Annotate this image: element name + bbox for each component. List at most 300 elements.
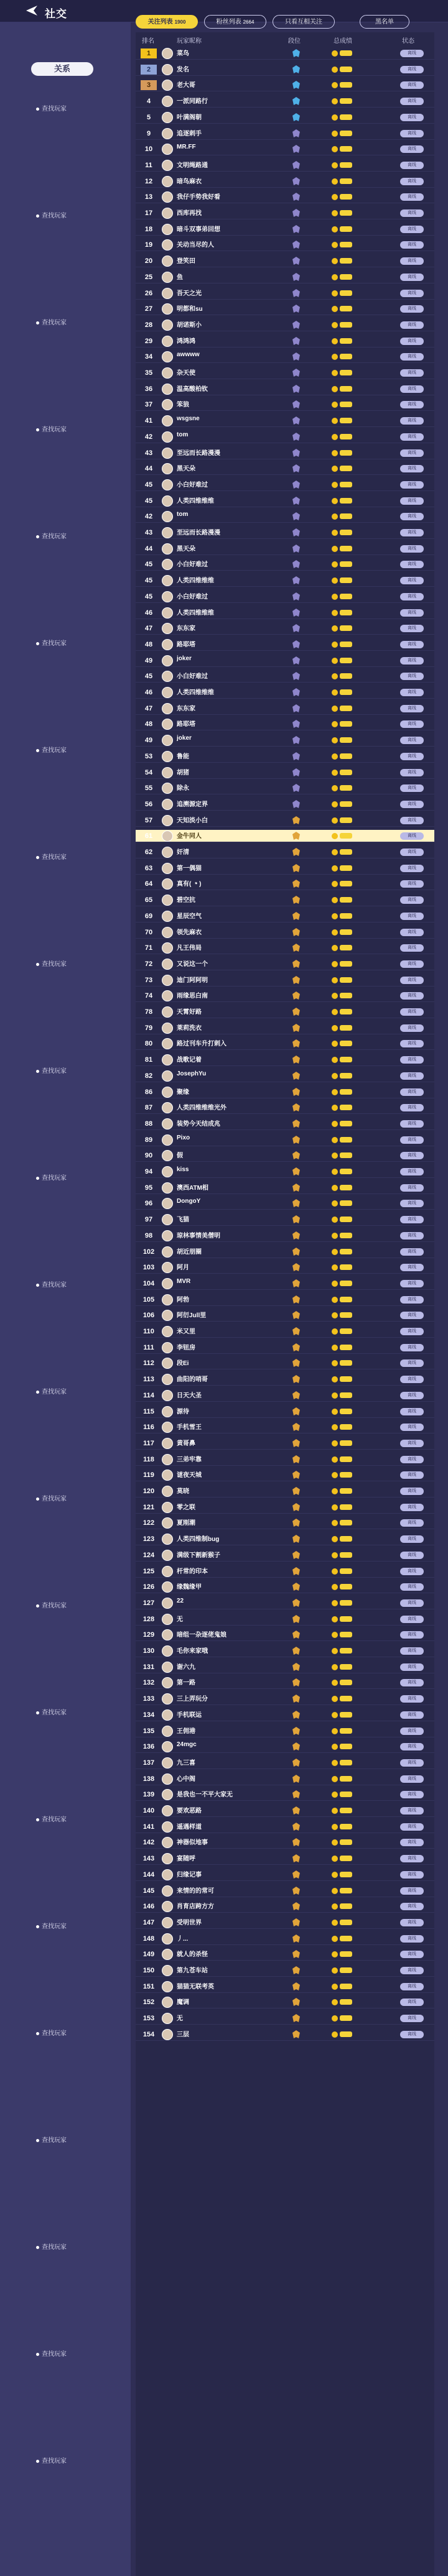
table-row[interactable] xyxy=(136,255,434,267)
avatar[interactable] xyxy=(162,895,173,906)
table-row[interactable] xyxy=(136,239,434,251)
status-badge: 离线 xyxy=(400,1296,424,1304)
avatar[interactable] xyxy=(162,575,173,586)
avatar[interactable] xyxy=(162,1885,173,1897)
score-icon xyxy=(332,594,338,600)
avatar[interactable] xyxy=(162,1614,173,1625)
sidebar-item-find-player[interactable] xyxy=(36,1493,67,1502)
avatar[interactable] xyxy=(162,591,173,602)
table-row[interactable] xyxy=(136,303,434,315)
avatar[interactable] xyxy=(162,2029,173,2040)
table-row[interactable] xyxy=(136,1213,434,1226)
avatar[interactable] xyxy=(162,1629,173,1640)
avatar[interactable] xyxy=(162,64,173,75)
player-nickname: 手机雪王 xyxy=(177,1424,202,1432)
avatar[interactable] xyxy=(162,1693,173,1704)
avatar[interactable] xyxy=(162,639,173,650)
avatar[interactable] xyxy=(162,1230,173,1241)
avatar[interactable] xyxy=(162,1438,173,1449)
table-row[interactable] xyxy=(136,974,434,987)
avatar[interactable] xyxy=(162,1246,173,1258)
table-row[interactable] xyxy=(136,1325,434,1338)
avatar[interactable] xyxy=(162,830,173,842)
avatar[interactable] xyxy=(162,224,173,235)
avatar[interactable] xyxy=(162,687,173,698)
sidebar-item-find-player[interactable] xyxy=(36,2348,67,2358)
score-bar xyxy=(340,1105,352,1110)
rank-number: 54 xyxy=(144,768,153,776)
sidebar-item-find-player[interactable] xyxy=(36,1600,67,1609)
table-row[interactable] xyxy=(136,479,434,491)
avatar[interactable] xyxy=(162,1358,173,1369)
table-row[interactable] xyxy=(136,1788,434,1801)
avatar[interactable] xyxy=(162,1837,173,1848)
avatar[interactable] xyxy=(162,1821,173,1833)
table-row[interactable] xyxy=(136,495,434,507)
avatar[interactable] xyxy=(162,1517,173,1529)
avatar[interactable] xyxy=(162,1550,173,1561)
table-row[interactable] xyxy=(136,1437,434,1450)
table-row[interactable] xyxy=(136,878,434,890)
avatar[interactable] xyxy=(162,1102,173,1113)
avatar[interactable] xyxy=(162,863,173,874)
table-row[interactable] xyxy=(136,415,434,427)
table-row[interactable] xyxy=(136,1948,434,1961)
avatar[interactable] xyxy=(162,208,173,219)
avatar[interactable] xyxy=(162,1006,173,1018)
table-row[interactable] xyxy=(136,1581,434,1593)
rank-number: 3 xyxy=(141,80,157,90)
table-row[interactable] xyxy=(136,1230,434,1242)
table-row[interactable] xyxy=(136,1389,434,1402)
score-bar xyxy=(340,1824,352,1829)
avatar[interactable] xyxy=(162,144,173,155)
table-row[interactable] xyxy=(136,1549,434,1562)
table-row[interactable] xyxy=(136,383,434,395)
avatar[interactable] xyxy=(162,655,173,666)
friend-list[interactable] xyxy=(136,32,434,2576)
avatar[interactable] xyxy=(162,1070,173,1082)
table-row[interactable] xyxy=(136,2012,434,2025)
table-row[interactable] xyxy=(136,1597,434,1609)
table-row[interactable] xyxy=(136,1613,434,1626)
sidebar-item-find-player[interactable] xyxy=(36,1921,67,1930)
table-row[interactable] xyxy=(136,271,434,283)
avatar[interactable] xyxy=(162,479,173,490)
sidebar-item-find-player[interactable] xyxy=(36,2242,67,2251)
avatar[interactable] xyxy=(162,543,173,554)
table-row[interactable] xyxy=(136,846,434,858)
table-row[interactable] xyxy=(136,558,434,571)
avatar[interactable] xyxy=(162,160,173,171)
table-row[interactable] xyxy=(136,79,434,91)
avatar[interactable] xyxy=(162,1294,173,1305)
table-row[interactable] xyxy=(136,287,434,300)
table-row[interactable] xyxy=(136,1821,434,1833)
avatar[interactable] xyxy=(162,1342,173,1353)
table-row[interactable] xyxy=(136,1709,434,1721)
table-row[interactable] xyxy=(136,319,434,331)
table-row[interactable] xyxy=(136,367,434,379)
avatar[interactable] xyxy=(162,1502,173,1513)
avatar[interactable] xyxy=(162,415,173,426)
table-row[interactable] xyxy=(136,1996,434,2008)
avatar[interactable] xyxy=(162,2013,173,2024)
table-row[interactable] xyxy=(136,1836,434,1849)
table-row[interactable] xyxy=(136,175,434,188)
avatar[interactable] xyxy=(162,1741,173,1752)
table-row[interactable] xyxy=(136,798,434,811)
table-row[interactable] xyxy=(136,1070,434,1082)
avatar[interactable] xyxy=(162,975,173,986)
avatar[interactable] xyxy=(162,1166,173,1177)
table-row[interactable] xyxy=(136,2028,434,2041)
table-row[interactable] xyxy=(136,1102,434,1114)
table-row[interactable] xyxy=(136,1421,434,1433)
avatar[interactable] xyxy=(162,1310,173,1321)
table-row[interactable] xyxy=(136,1277,434,1290)
table-row[interactable] xyxy=(136,1405,434,1418)
table-row[interactable] xyxy=(136,766,434,779)
table-row[interactable] xyxy=(136,1485,434,1497)
sidebar-item-find-player[interactable] xyxy=(36,1707,67,1716)
table-row[interactable] xyxy=(136,1629,434,1641)
table-row[interactable] xyxy=(136,1086,434,1098)
table-row[interactable] xyxy=(136,1118,434,1130)
table-row[interactable] xyxy=(136,1885,434,1897)
sidebar-item-find-player[interactable] xyxy=(36,1814,67,1823)
avatar[interactable] xyxy=(162,1198,173,1209)
table-row[interactable] xyxy=(136,1197,434,1210)
table-row[interactable] xyxy=(136,159,434,172)
avatar[interactable] xyxy=(162,1757,173,1769)
table-row[interactable] xyxy=(136,95,434,108)
table-row[interactable] xyxy=(136,958,434,970)
sidebar-item-find-player[interactable] xyxy=(36,1172,67,1182)
table-row[interactable] xyxy=(136,830,434,842)
table-row[interactable] xyxy=(136,111,434,124)
avatar[interactable] xyxy=(162,367,173,379)
table-row[interactable] xyxy=(136,734,434,747)
table-row[interactable] xyxy=(136,143,434,155)
avatar[interactable] xyxy=(162,623,173,634)
table-row[interactable] xyxy=(136,1357,434,1369)
table-row[interactable] xyxy=(136,1134,434,1146)
avatar[interactable] xyxy=(162,1134,173,1146)
table-row[interactable] xyxy=(136,574,434,587)
avatar[interactable] xyxy=(162,1709,173,1721)
table-row[interactable] xyxy=(136,894,434,906)
table-row[interactable] xyxy=(136,1964,434,1977)
table-row[interactable] xyxy=(136,638,434,651)
back-arrow-icon[interactable] xyxy=(25,5,39,16)
avatar[interactable] xyxy=(162,1677,173,1688)
avatar[interactable] xyxy=(162,1965,173,1976)
sidebar-item-label: 查找玩家 xyxy=(42,426,67,433)
table-row[interactable] xyxy=(136,1373,434,1386)
table-row[interactable] xyxy=(136,335,434,347)
avatar[interactable] xyxy=(162,1901,173,1912)
sidebar-item-find-player[interactable] xyxy=(36,852,67,861)
avatar[interactable] xyxy=(162,1949,173,1960)
table-row[interactable] xyxy=(136,1469,434,1481)
sidebar-item-find-player[interactable] xyxy=(36,2028,67,2037)
table-row[interactable] xyxy=(136,1006,434,1018)
sidebar-item-find-player[interactable] xyxy=(36,531,67,540)
table-row[interactable] xyxy=(136,1565,434,1578)
table-row[interactable] xyxy=(136,814,434,827)
avatar[interactable] xyxy=(162,767,173,778)
avatar[interactable] xyxy=(162,1470,173,1481)
score-icon xyxy=(332,1185,338,1191)
table-row[interactable] xyxy=(136,1182,434,1194)
table-row[interactable] xyxy=(136,926,434,939)
avatar[interactable] xyxy=(162,431,173,443)
avatar[interactable] xyxy=(162,1150,173,1161)
table-row[interactable] xyxy=(136,63,434,76)
table-row[interactable] xyxy=(136,607,434,619)
sidebar-item-find-player[interactable] xyxy=(36,2455,67,2465)
avatar[interactable] xyxy=(162,1662,173,1673)
avatar[interactable] xyxy=(162,1598,173,1609)
avatar[interactable] xyxy=(162,847,173,858)
avatar[interactable] xyxy=(162,1853,173,1864)
avatar[interactable] xyxy=(162,239,173,251)
table-row[interactable] xyxy=(136,1022,434,1034)
avatar[interactable] xyxy=(162,559,173,570)
avatar[interactable] xyxy=(162,1038,173,1049)
avatar[interactable] xyxy=(162,1182,173,1194)
table-row[interactable] xyxy=(136,127,434,140)
avatar[interactable] xyxy=(162,288,173,299)
table-row[interactable] xyxy=(136,702,434,715)
avatar[interactable] xyxy=(162,1214,173,1225)
avatar[interactable] xyxy=(162,1422,173,1433)
avatar[interactable] xyxy=(162,1278,173,1289)
table-row[interactable] xyxy=(136,47,434,60)
avatar[interactable] xyxy=(162,607,173,619)
table-row[interactable] xyxy=(136,591,434,603)
table-row[interactable] xyxy=(136,1037,434,1050)
avatar[interactable] xyxy=(162,1534,173,1545)
tab-mutual[interactable] xyxy=(273,15,335,29)
avatar[interactable] xyxy=(162,128,173,139)
avatar[interactable] xyxy=(162,1981,173,1992)
score-bar xyxy=(340,706,352,711)
avatar[interactable] xyxy=(162,1566,173,1577)
avatar[interactable] xyxy=(162,911,173,922)
table-row[interactable] xyxy=(136,1900,434,1913)
avatar[interactable] xyxy=(162,1374,173,1385)
avatar[interactable] xyxy=(162,176,173,187)
avatar[interactable] xyxy=(162,1933,173,1944)
table-row[interactable] xyxy=(136,686,434,699)
tab-blacklist[interactable] xyxy=(360,15,409,29)
table-row[interactable] xyxy=(136,750,434,763)
avatar[interactable] xyxy=(162,255,173,267)
tab-fans[interactable] xyxy=(204,15,266,29)
table-row[interactable] xyxy=(136,447,434,459)
table-row[interactable] xyxy=(136,1693,434,1705)
avatar[interactable] xyxy=(162,1023,173,1034)
table-row[interactable] xyxy=(136,942,434,954)
avatar[interactable] xyxy=(162,351,173,362)
sidebar-item-find-player[interactable] xyxy=(36,103,67,113)
avatar[interactable] xyxy=(162,1917,173,1928)
avatar[interactable] xyxy=(162,272,173,283)
table-row[interactable] xyxy=(136,1677,434,1689)
avatar[interactable] xyxy=(162,990,173,1001)
tier-badge-icon xyxy=(291,1071,301,1081)
table-row[interactable] xyxy=(136,718,434,730)
tier-badge-icon xyxy=(291,1231,301,1241)
table-row[interactable] xyxy=(136,1501,434,1514)
score-bar xyxy=(340,178,352,184)
status-badge: 离线 xyxy=(400,657,424,665)
table-row[interactable] xyxy=(136,1054,434,1066)
avatar[interactable] xyxy=(162,1581,173,1593)
avatar[interactable] xyxy=(162,719,173,730)
sidebar-item-find-player[interactable] xyxy=(36,210,67,219)
avatar[interactable] xyxy=(162,399,173,410)
avatar[interactable] xyxy=(162,384,173,395)
player-nickname: 24mgc xyxy=(177,1741,197,1749)
table-row[interactable] xyxy=(136,1166,434,1178)
avatar[interactable] xyxy=(162,1645,173,1657)
score-icon xyxy=(332,1328,338,1335)
table-row[interactable] xyxy=(136,1246,434,1258)
sidebar-item-find-player[interactable] xyxy=(36,1386,67,1396)
avatar[interactable] xyxy=(162,80,173,91)
avatar[interactable] xyxy=(162,783,173,794)
table-row[interactable] xyxy=(136,1517,434,1529)
table-row[interactable] xyxy=(136,1773,434,1785)
sidebar-item-find-player[interactable] xyxy=(36,745,67,754)
table-row[interactable] xyxy=(136,1149,434,1162)
avatar[interactable] xyxy=(162,1805,173,1816)
table-row[interactable] xyxy=(136,431,434,443)
avatar[interactable] xyxy=(162,878,173,890)
avatar[interactable] xyxy=(162,1486,173,1497)
sidebar-item-find-player[interactable] xyxy=(36,1279,67,1289)
relationship-tab[interactable]: 关系 xyxy=(31,62,93,76)
avatar[interactable] xyxy=(162,927,173,938)
avatar[interactable] xyxy=(162,1118,173,1129)
avatar[interactable] xyxy=(162,815,173,826)
score-icon xyxy=(332,1488,338,1494)
table-row[interactable] xyxy=(136,1309,434,1322)
sidebar-item-find-player[interactable] xyxy=(36,638,67,647)
table-row[interactable] xyxy=(136,1980,434,1993)
table-row[interactable] xyxy=(136,207,434,219)
avatar[interactable] xyxy=(162,1454,173,1465)
sidebar-item-find-player[interactable] xyxy=(36,424,67,433)
avatar[interactable] xyxy=(162,527,173,538)
avatar[interactable] xyxy=(162,1087,173,1098)
sidebar-item-find-player[interactable] xyxy=(36,2135,67,2144)
avatar[interactable] xyxy=(162,511,173,522)
avatar[interactable] xyxy=(162,1390,173,1401)
table-row[interactable] xyxy=(136,1341,434,1354)
table-row[interactable] xyxy=(136,1645,434,1657)
table-row[interactable] xyxy=(136,1661,434,1673)
table-row[interactable] xyxy=(136,351,434,363)
avatar[interactable] xyxy=(162,959,173,970)
table-row[interactable] xyxy=(136,862,434,875)
avatar[interactable] xyxy=(162,799,173,810)
avatar[interactable] xyxy=(162,1406,173,1417)
avatar[interactable] xyxy=(162,1726,173,1737)
table-row[interactable] xyxy=(136,1261,434,1274)
avatar[interactable] xyxy=(162,703,173,714)
table-row[interactable] xyxy=(136,462,434,475)
avatar[interactable] xyxy=(162,1054,173,1065)
avatar[interactable] xyxy=(162,1262,173,1273)
table-row[interactable] xyxy=(136,1725,434,1737)
avatar[interactable] xyxy=(162,942,173,954)
table-row[interactable] xyxy=(136,1741,434,1753)
table-row[interactable] xyxy=(136,398,434,411)
table-row[interactable] xyxy=(136,1916,434,1929)
table-row[interactable] xyxy=(136,990,434,1002)
avatar[interactable] xyxy=(162,1326,173,1337)
table-row[interactable] xyxy=(136,527,434,539)
table-row[interactable] xyxy=(136,1294,434,1306)
score-bar xyxy=(340,721,352,727)
avatar[interactable] xyxy=(162,191,173,203)
avatar[interactable] xyxy=(162,751,173,762)
avatar[interactable] xyxy=(162,448,173,459)
table-row[interactable] xyxy=(136,655,434,667)
table-row[interactable] xyxy=(136,670,434,683)
avatar[interactable] xyxy=(162,112,173,123)
table-row[interactable] xyxy=(136,1805,434,1817)
status-badge: 离线 xyxy=(400,944,424,952)
tab-following[interactable] xyxy=(136,15,198,29)
sidebar-item-find-player[interactable] xyxy=(36,1065,67,1075)
avatar[interactable] xyxy=(162,1773,173,1785)
sidebar-item-find-player[interactable] xyxy=(36,317,67,326)
sidebar-item-find-player[interactable] xyxy=(36,959,67,968)
avatar[interactable] xyxy=(162,1997,173,2008)
table-row[interactable] xyxy=(136,1933,434,1945)
table-row[interactable] xyxy=(136,782,434,794)
table-row[interactable] xyxy=(136,543,434,555)
avatar[interactable] xyxy=(162,735,173,746)
table-row[interactable] xyxy=(136,1869,434,1881)
table-row[interactable] xyxy=(136,1453,434,1466)
table-row[interactable] xyxy=(136,910,434,922)
avatar[interactable] xyxy=(162,320,173,331)
table-row[interactable] xyxy=(136,510,434,523)
avatar[interactable] xyxy=(162,495,173,507)
avatar[interactable] xyxy=(162,303,173,315)
avatar[interactable] xyxy=(162,1869,173,1880)
avatar[interactable] xyxy=(162,336,173,347)
avatar[interactable] xyxy=(162,671,173,682)
avatar[interactable] xyxy=(162,96,173,107)
avatar[interactable] xyxy=(162,48,173,59)
table-row[interactable] xyxy=(136,622,434,635)
table-row[interactable] xyxy=(136,1757,434,1769)
player-nickname: 奸清 xyxy=(177,849,189,856)
table-row[interactable] xyxy=(136,1533,434,1545)
table-row[interactable] xyxy=(136,223,434,236)
avatar[interactable] xyxy=(162,463,173,474)
avatar[interactable] xyxy=(162,1789,173,1800)
table-row[interactable] xyxy=(136,191,434,203)
table-row[interactable] xyxy=(136,1852,434,1865)
